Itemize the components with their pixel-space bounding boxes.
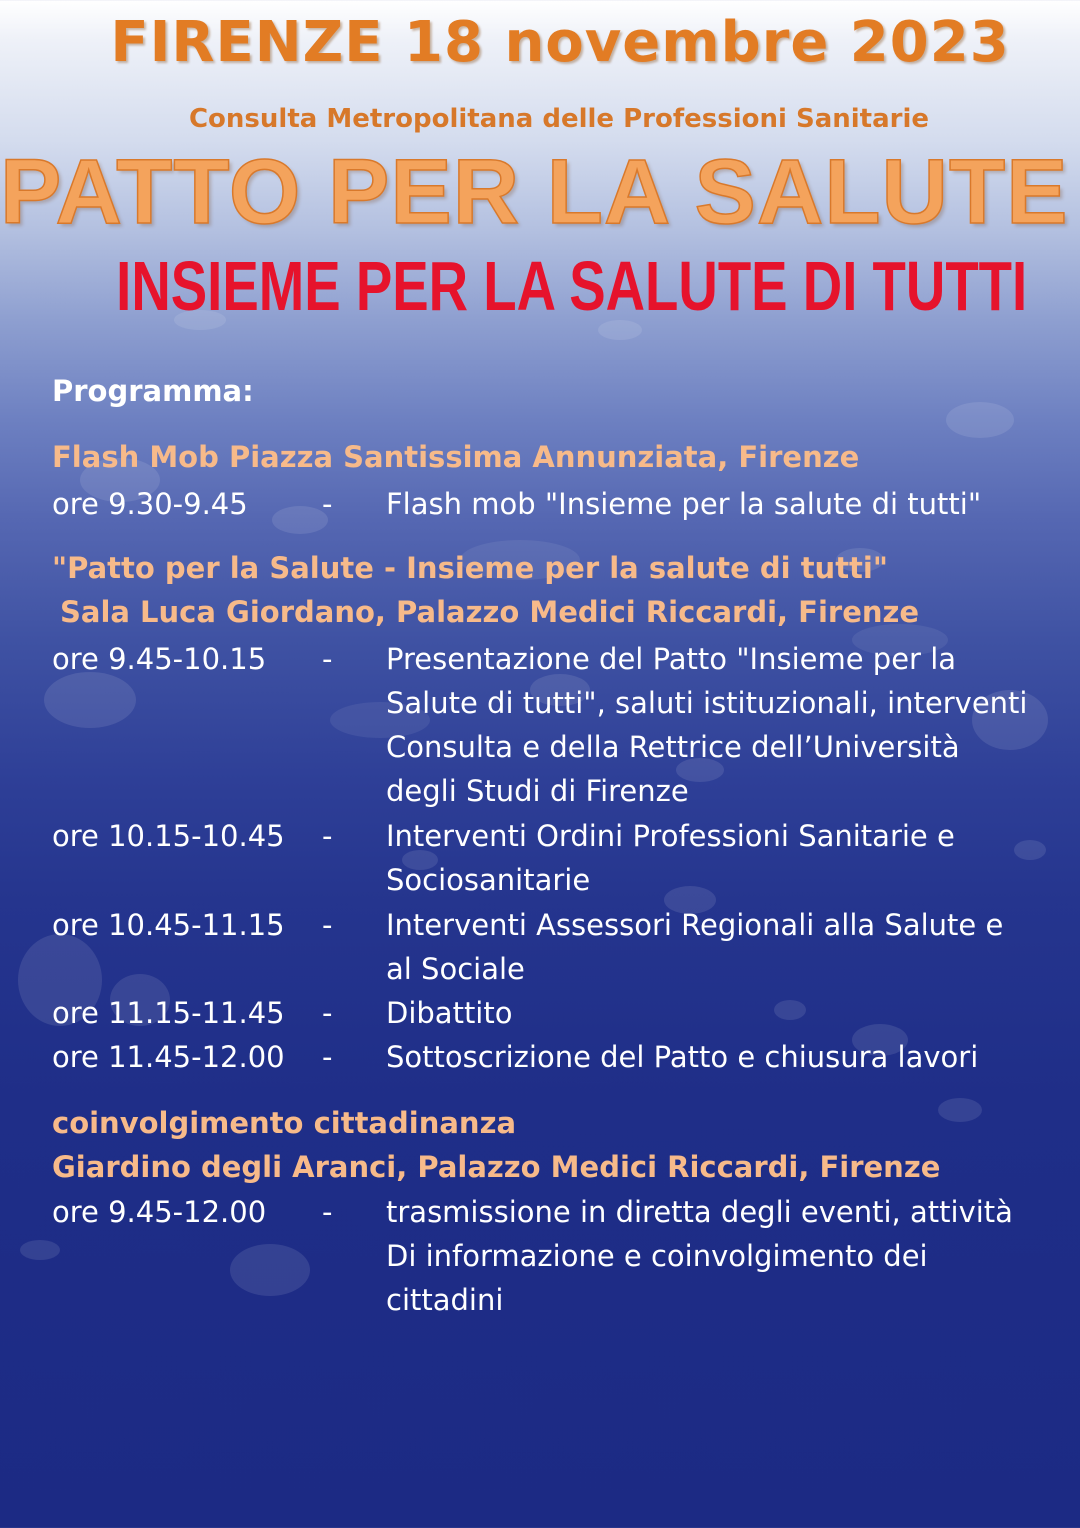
schedule-dash: - [322, 908, 333, 942]
section-location-sala-giordano: Sala Luca Giordano, Palazzo Medici Riccardi, Firenze [60, 595, 920, 629]
schedule-time: ore 9.30-9.45 [52, 487, 248, 521]
schedule-description: trasmissione in diretta degli eventi, attività Di informazione e coinvolgimento dei cittadini [386, 1195, 1013, 1317]
schedule-description: Interventi Ordini Professioni Sanitarie e Sociosanitarie [386, 819, 955, 897]
schedule-time: ore 11.15-11.45 [52, 996, 285, 1030]
event-date-heading: FIRENZE 18 novembre 2023 [110, 10, 1010, 75]
program-heading: Programma: [52, 374, 254, 408]
schedule-time: ore 10.15-10.45 [52, 819, 285, 853]
main-title: PATTO PER LA SALUTE [0, 141, 1069, 243]
section-heading-flash-mob: Flash Mob Piazza Santissima Annunziata, Firenze [52, 440, 860, 474]
schedule-dash: - [322, 1195, 333, 1229]
schedule-description: Flash mob "Insieme per la salute di tutti" [386, 487, 982, 521]
schedule-description: Dibattito [386, 996, 513, 1030]
schedule-dash: - [322, 819, 333, 853]
schedule-description: Interventi Assessori Regionali alla Salute e al Sociale [386, 908, 1004, 986]
schedule-time: ore 9.45-12.00 [52, 1195, 267, 1229]
schedule-description: Presentazione del Patto "Insieme per la Salute di tutti", saluti istituzionali, interventi Consulta e della Rettrice dell’Università degli Studi di Firenze [386, 642, 1028, 808]
schedule-dash: - [322, 642, 333, 676]
schedule-dash: - [322, 487, 333, 521]
organizer-name: Consulta Metropolitana delle Professioni Sanitarie [188, 104, 930, 134]
schedule-dash: - [322, 996, 333, 1030]
section-location-giardino-aranci: Giardino degli Aranci, Palazzo Medici Riccardi, Firenze [52, 1150, 941, 1184]
schedule-time: ore 10.45-11.15 [52, 908, 285, 942]
schedule-time: ore 9.45-10.15 [52, 642, 267, 676]
subtitle: INSIEME PER LA SALUTE DI TUTTI [116, 247, 1028, 325]
schedule-dash: - [322, 1040, 333, 1074]
section-heading-patto: "Patto per la Salute - Insieme per la salute di tutti" [52, 551, 888, 585]
section-heading-coinvolgimento: coinvolgimento cittadinanza [52, 1106, 517, 1140]
schedule-time: ore 11.45-12.00 [52, 1040, 285, 1074]
schedule-description: Sottoscrizione del Patto e chiusura lavori [386, 1040, 979, 1074]
